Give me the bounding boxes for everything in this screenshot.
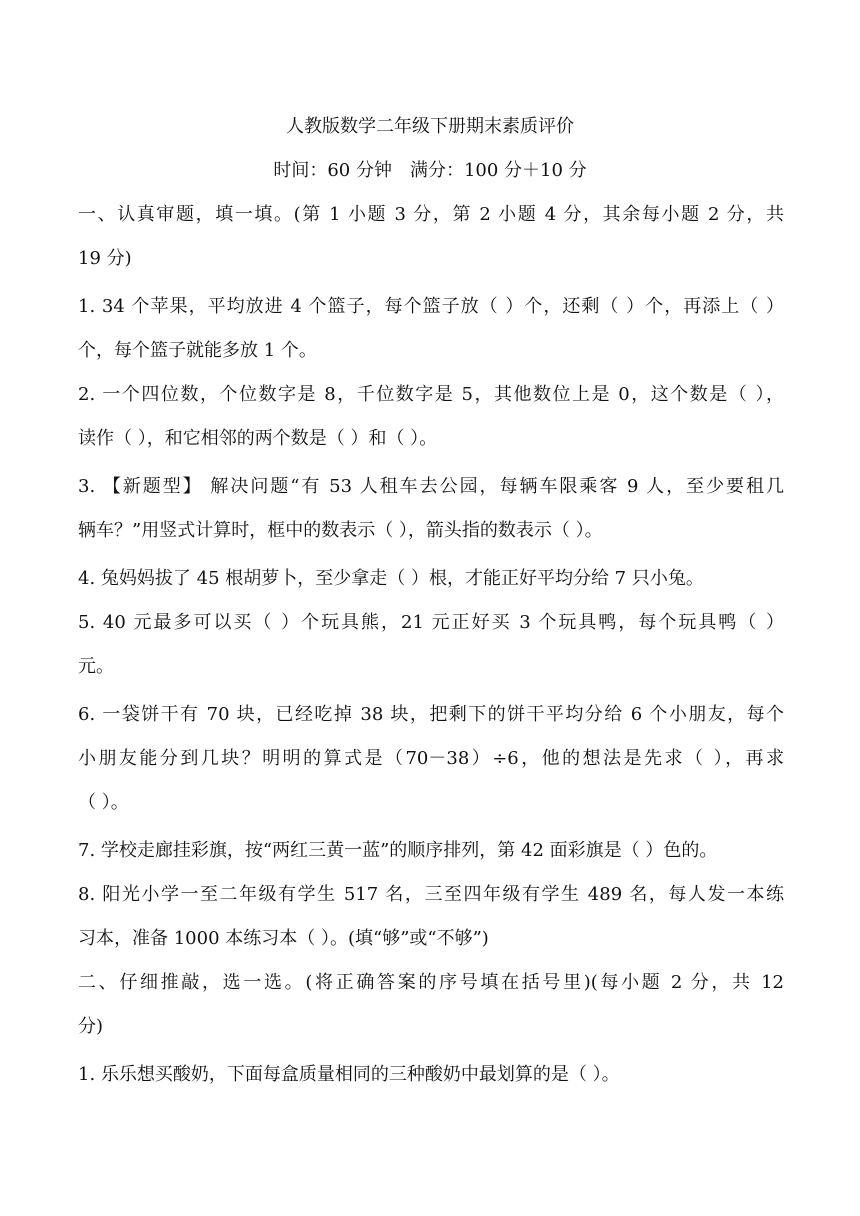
exam-title: 人教版数学二年级下册期末素质评价 — [286, 116, 574, 137]
question-3-cont: 辆车？”用竖式计算时，框中的数表示（ ），箭头指的数表示（ ）。 — [78, 520, 603, 541]
section-two-question-1: 1. 乐乐想买酸奶，下面每盒质量相同的三种酸奶中最划算的是（ ）。 — [78, 1064, 620, 1085]
section-two-heading: 二、仔细推敲，选一选。(将正确答案的序号填在括号里)(每小题 2 分，共 12 — [78, 972, 784, 993]
question-3: 3. 【新题型】 解决问题“有 53 人租车去公园，每辆车限乘客 9 人，至少要租几 — [78, 476, 784, 497]
question-5: 5. 40 元最多可以买（ ）个玩具熊，21 元正好买 3 个玩具鸭，每个玩具鸭（ ） — [78, 612, 784, 633]
question-8-cont: 习本，准备 1000 本练习本（ ）。(填“够”或“不够”) — [78, 928, 489, 949]
section-one-heading: 一、认真审题，填一填。(第 1 小题 3 分，第 2 小题 4 分，其余每小题 2 分，共 — [78, 204, 784, 225]
question-1-cont: 个，每个篮子就能多放 1 个。 — [78, 340, 317, 361]
section-two-heading-cont: 分) — [78, 1016, 104, 1037]
question-6: 6. 一袋饼干有 70 块，已经吃掉 38 块，把剩下的饼干平均分给 6 个小朋友，每个 — [78, 704, 784, 725]
question-1: 1. 34 个苹果，平均放进 4 个篮子，每个篮子放（ ）个，还剩（ ）个，再添上（ ） — [78, 296, 784, 317]
section-one-heading-cont: 19 分) — [78, 248, 132, 269]
question-7: 7. 学校走廊挂彩旗，按“两红三黄一蓝”的顺序排列，第 42 面彩旗是（ ）色的。 — [78, 840, 718, 861]
question-2-cont: 读作（ ），和它相邻的两个数是（ ）和（ ）。 — [78, 428, 438, 449]
question-6-cont: 小朋友能分到几块？明明的算式是（70－38）÷6，他的想法是先求（ ），再求 — [78, 748, 784, 769]
question-5-cont: 元。 — [78, 656, 114, 677]
question-8: 8. 阳光小学一至二年级有学生 517 名，三至四年级有学生 489 名，每人发一本练 — [78, 884, 784, 905]
question-2: 2. 一个四位数，个位数字是 8，千位数字是 5，其他数位上是 0，这个数是（ ）， — [78, 384, 784, 405]
exam-subtitle: 时间：60 分钟 满分：100 分＋10 分 — [273, 160, 587, 181]
question-4: 4. 兔妈妈拔了 45 根胡萝卜，至少拿走（ ）根，才能正好平均分给 7 只小兔。 — [78, 568, 704, 589]
question-6-cont-2: （ ）。 — [78, 792, 129, 813]
